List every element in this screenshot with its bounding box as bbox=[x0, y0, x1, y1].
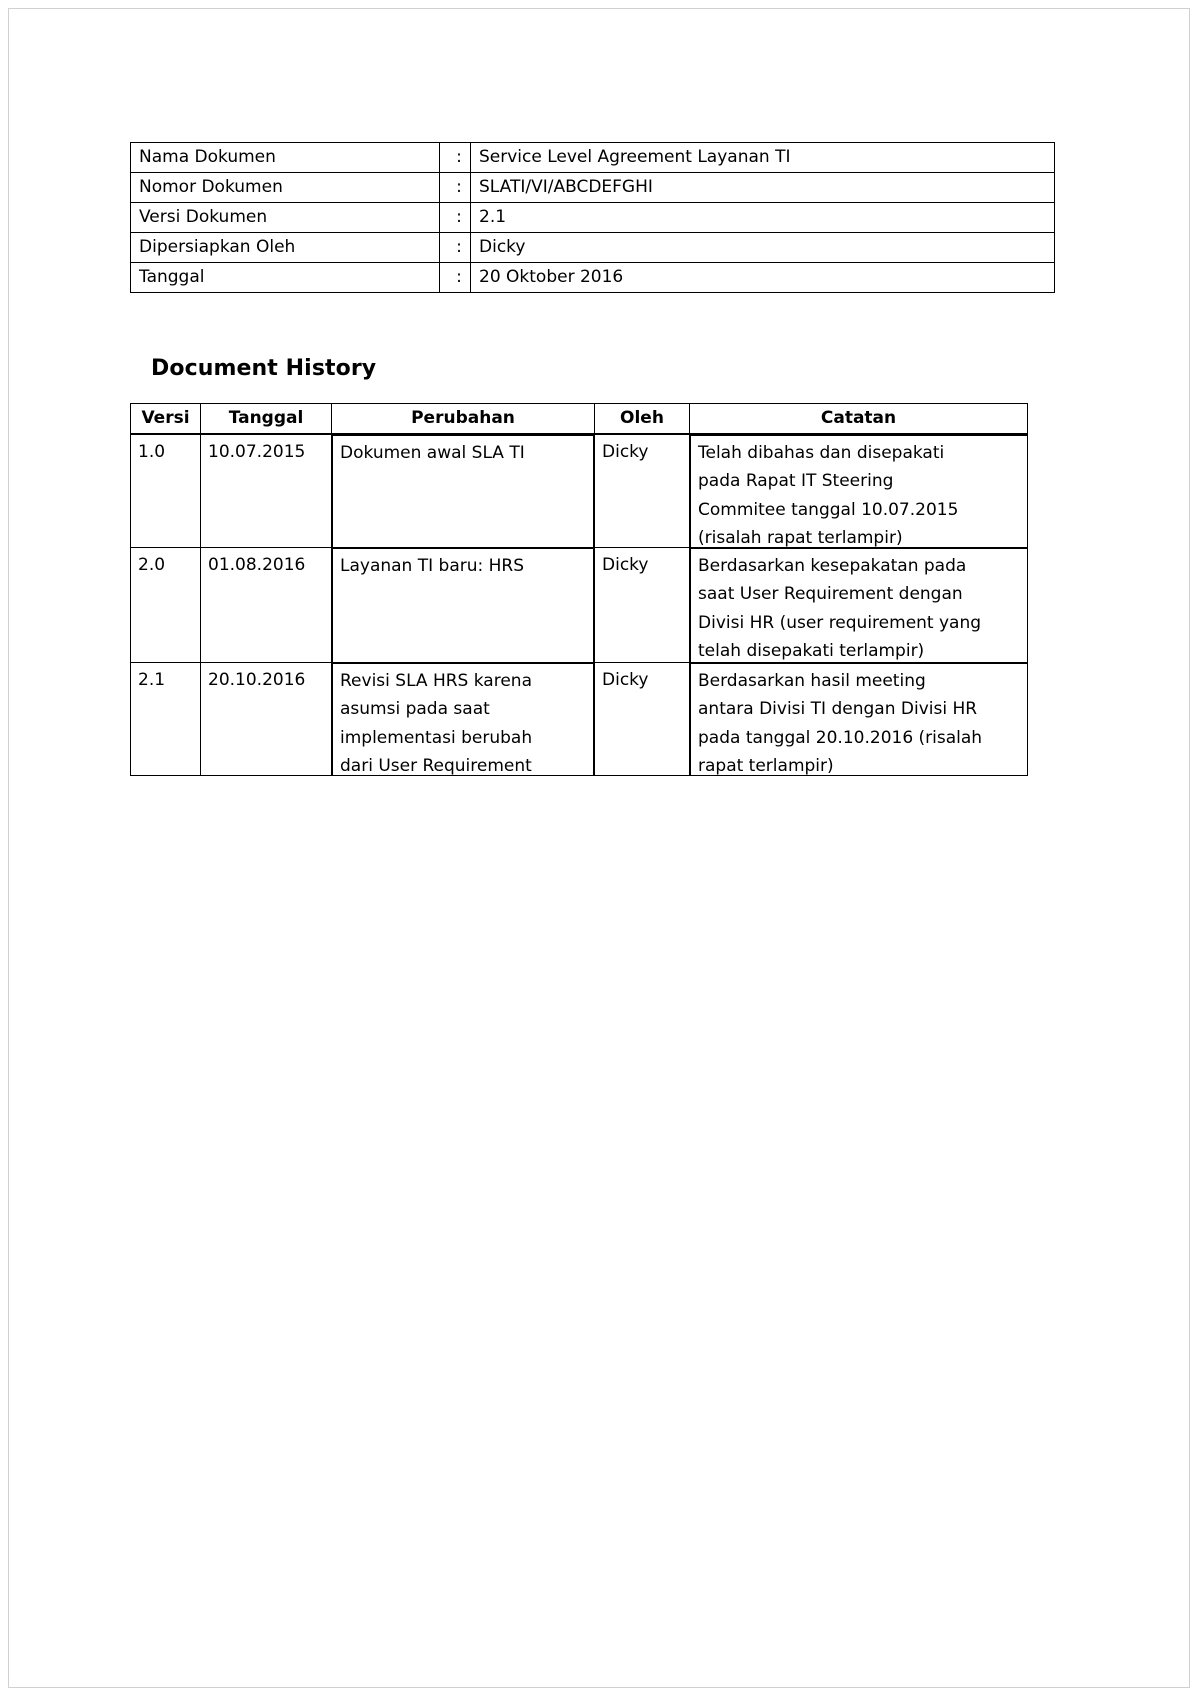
meta-label-nomor-dokumen: Nomor Dokumen bbox=[131, 173, 440, 203]
cell-oleh: Dicky bbox=[595, 548, 690, 663]
cell-perubahan bbox=[332, 663, 594, 776]
document-history-table bbox=[130, 403, 1028, 776]
cell-perubahan bbox=[332, 548, 594, 663]
cell-text-line: pada Rapat IT Steering bbox=[698, 471, 894, 491]
cell-text-line: asumsi pada saat bbox=[340, 699, 490, 719]
meta-label-tanggal: Tanggal bbox=[131, 263, 440, 293]
table-row bbox=[131, 173, 1055, 203]
cell-text-line: antara Divisi TI dengan Divisi HR bbox=[698, 699, 978, 719]
document-meta-table bbox=[130, 142, 1055, 293]
cell-oleh: Dicky bbox=[595, 663, 690, 776]
meta-label-dipersiapkan-oleh: Dipersiapkan Oleh bbox=[131, 233, 440, 263]
cell-text-line: pada tanggal 20.10.2016 (risalah bbox=[698, 727, 983, 748]
meta-value-versi-dokumen: 2.1 bbox=[471, 203, 1055, 233]
cell-text-line: Layanan TI baru: HRS bbox=[340, 555, 525, 576]
meta-label-versi-dokumen: Versi Dokumen bbox=[131, 203, 440, 233]
cell-text-line: Berdasarkan hasil meeting bbox=[698, 670, 926, 691]
cell-text-line: implementasi berubah bbox=[340, 727, 533, 748]
meta-label-nama-dokumen: Nama Dokumen bbox=[131, 143, 440, 173]
cell-text-line: (risalah rapat terlampir) bbox=[698, 528, 903, 548]
meta-value-tanggal: 20 Oktober 2016 bbox=[471, 263, 1055, 293]
document-meta-body bbox=[131, 143, 1055, 293]
cell-versi: 2.0 bbox=[131, 548, 201, 663]
cell-text-line: Telah dibahas dan disepakati bbox=[698, 442, 945, 463]
meta-value-nama-dokumen: Service Level Agreement Layanan TI bbox=[471, 143, 1055, 173]
table-row bbox=[131, 663, 1028, 776]
cell-text-line: dari User Requirement bbox=[340, 756, 532, 776]
cell-tanggal: 10.07.2015 bbox=[201, 434, 332, 548]
cell-versi: 2.1 bbox=[131, 663, 201, 776]
meta-colon: : bbox=[440, 233, 471, 263]
meta-value-nomor-dokumen: SLATI/VI/ABCDEFGHI bbox=[471, 173, 1055, 203]
cell-text-line: rapat terlampir) bbox=[698, 756, 834, 776]
document-history-body bbox=[131, 434, 1028, 776]
cell-versi: 1.0 bbox=[131, 434, 201, 548]
document-page bbox=[8, 8, 1190, 1688]
cell-oleh: Dicky bbox=[595, 434, 690, 548]
cell-catatan bbox=[690, 663, 1028, 776]
page-title: Document History bbox=[151, 356, 377, 381]
column-header-oleh: Oleh bbox=[595, 404, 690, 434]
cell-text-line: Dokumen awal SLA TI bbox=[340, 442, 525, 463]
cell-text-line: Berdasarkan kesepakatan pada bbox=[698, 555, 967, 576]
table-row bbox=[131, 263, 1055, 293]
meta-colon: : bbox=[440, 143, 471, 173]
cell-text-line: Commitee tanggal 10.07.2015 bbox=[698, 499, 959, 520]
meta-value-dipersiapkan-oleh: Dicky bbox=[471, 233, 1055, 263]
cell-catatan bbox=[690, 548, 1028, 663]
cell-text-line: telah disepakati terlampir) bbox=[698, 641, 925, 661]
column-header-versi: Versi bbox=[131, 404, 201, 434]
meta-colon: : bbox=[440, 173, 471, 203]
cell-tanggal: 20.10.2016 bbox=[201, 663, 332, 776]
cell-text-line: Revisi SLA HRS karena bbox=[340, 670, 532, 691]
column-header-perubahan: Perubahan bbox=[332, 404, 595, 434]
document-history-head bbox=[131, 404, 1028, 434]
table-row bbox=[131, 434, 1028, 548]
table-row bbox=[131, 143, 1055, 173]
meta-colon: : bbox=[440, 263, 471, 293]
cell-text-line: saat User Requirement dengan bbox=[698, 584, 963, 604]
table-row bbox=[131, 233, 1055, 263]
cell-catatan bbox=[690, 435, 1028, 548]
table-row bbox=[131, 548, 1028, 663]
table-header-row bbox=[131, 404, 1028, 434]
cell-text-line: Divisi HR (user requirement yang bbox=[698, 612, 982, 633]
table-row bbox=[131, 203, 1055, 233]
cell-tanggal: 01.08.2016 bbox=[201, 548, 332, 663]
column-header-catatan: Catatan bbox=[690, 404, 1028, 434]
meta-colon: : bbox=[440, 203, 471, 233]
column-header-tanggal: Tanggal bbox=[201, 404, 332, 434]
cell-perubahan bbox=[332, 435, 594, 548]
